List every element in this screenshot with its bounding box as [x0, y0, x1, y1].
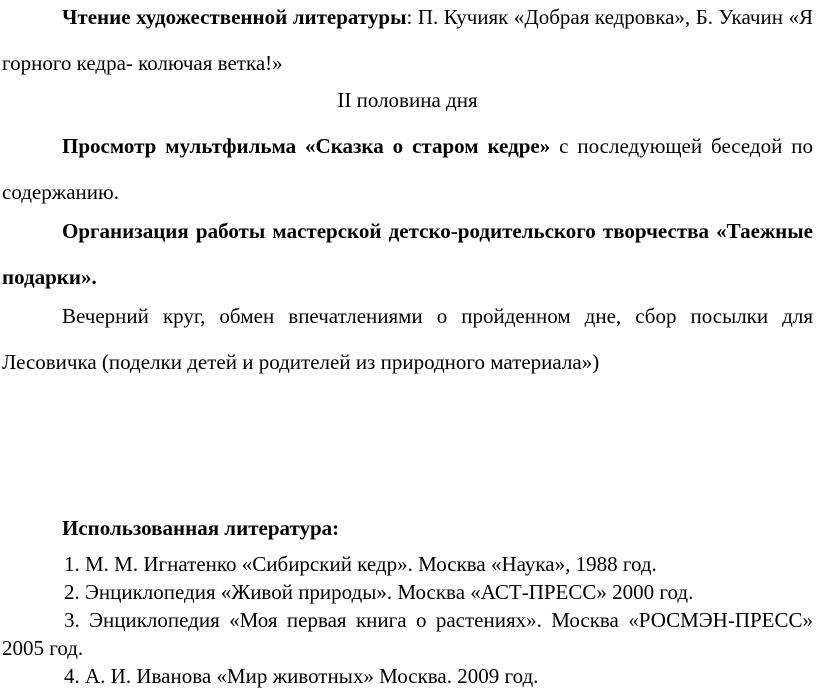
reference-number: 2.	[64, 580, 80, 604]
reading-text: : П. Кучияк «Добрая кедровка», Б. Укачин «Я горного кедра- колючая ветка!»	[2, 5, 813, 75]
workshop-title: Организация работы мастерской детско-родительского творчества «Таежные подарки».	[2, 219, 813, 289]
reference-item	[2, 662, 813, 690]
reading-title: Чтение художественной литературы	[62, 5, 407, 29]
references-heading	[62, 505, 762, 551]
paragraph-workshop	[2, 208, 813, 300]
reference-text: Энциклопедия «Моя первая книга о растениях». Москва «РОСМЭН-ПРЕСС» 2005 год.	[2, 608, 813, 660]
section-heading-second-half: II половина дня	[337, 88, 478, 112]
reference-text: Энциклопедия «Живой природы». Москва «АСТ-ПРЕСС» 2000 год.	[79, 580, 694, 604]
reference-number: 1.	[64, 552, 80, 576]
reference-number: 3.	[64, 608, 80, 632]
paragraph-evening: Вечерний круг, обмен впечатлениями о пройденном дне, сбор посылки для Лесовичка (поделки детей и родителей из природного материала»)	[2, 304, 813, 374]
reference-item	[2, 578, 813, 606]
reference-text: М. М. Игнатенко «Сибирский кедр». Москва «Наука», 1988 год.	[79, 552, 657, 576]
paragraph-cartoon	[2, 123, 813, 215]
reference-item	[2, 550, 813, 578]
cartoon-title: Просмотр мультфильма «Сказка о старом кедре»	[62, 134, 551, 158]
reference-number: 4.	[64, 664, 80, 688]
reference-item	[2, 606, 813, 662]
references-heading-text: Использованная литература:	[62, 516, 340, 540]
cartoon-text: с последующей беседой по содержанию.	[2, 134, 814, 204]
references-list	[2, 550, 813, 690]
paragraph-reading	[2, 0, 813, 86]
reference-text: А. И. Иванова «Мир животных» Москва. 2009 год.	[79, 664, 539, 688]
